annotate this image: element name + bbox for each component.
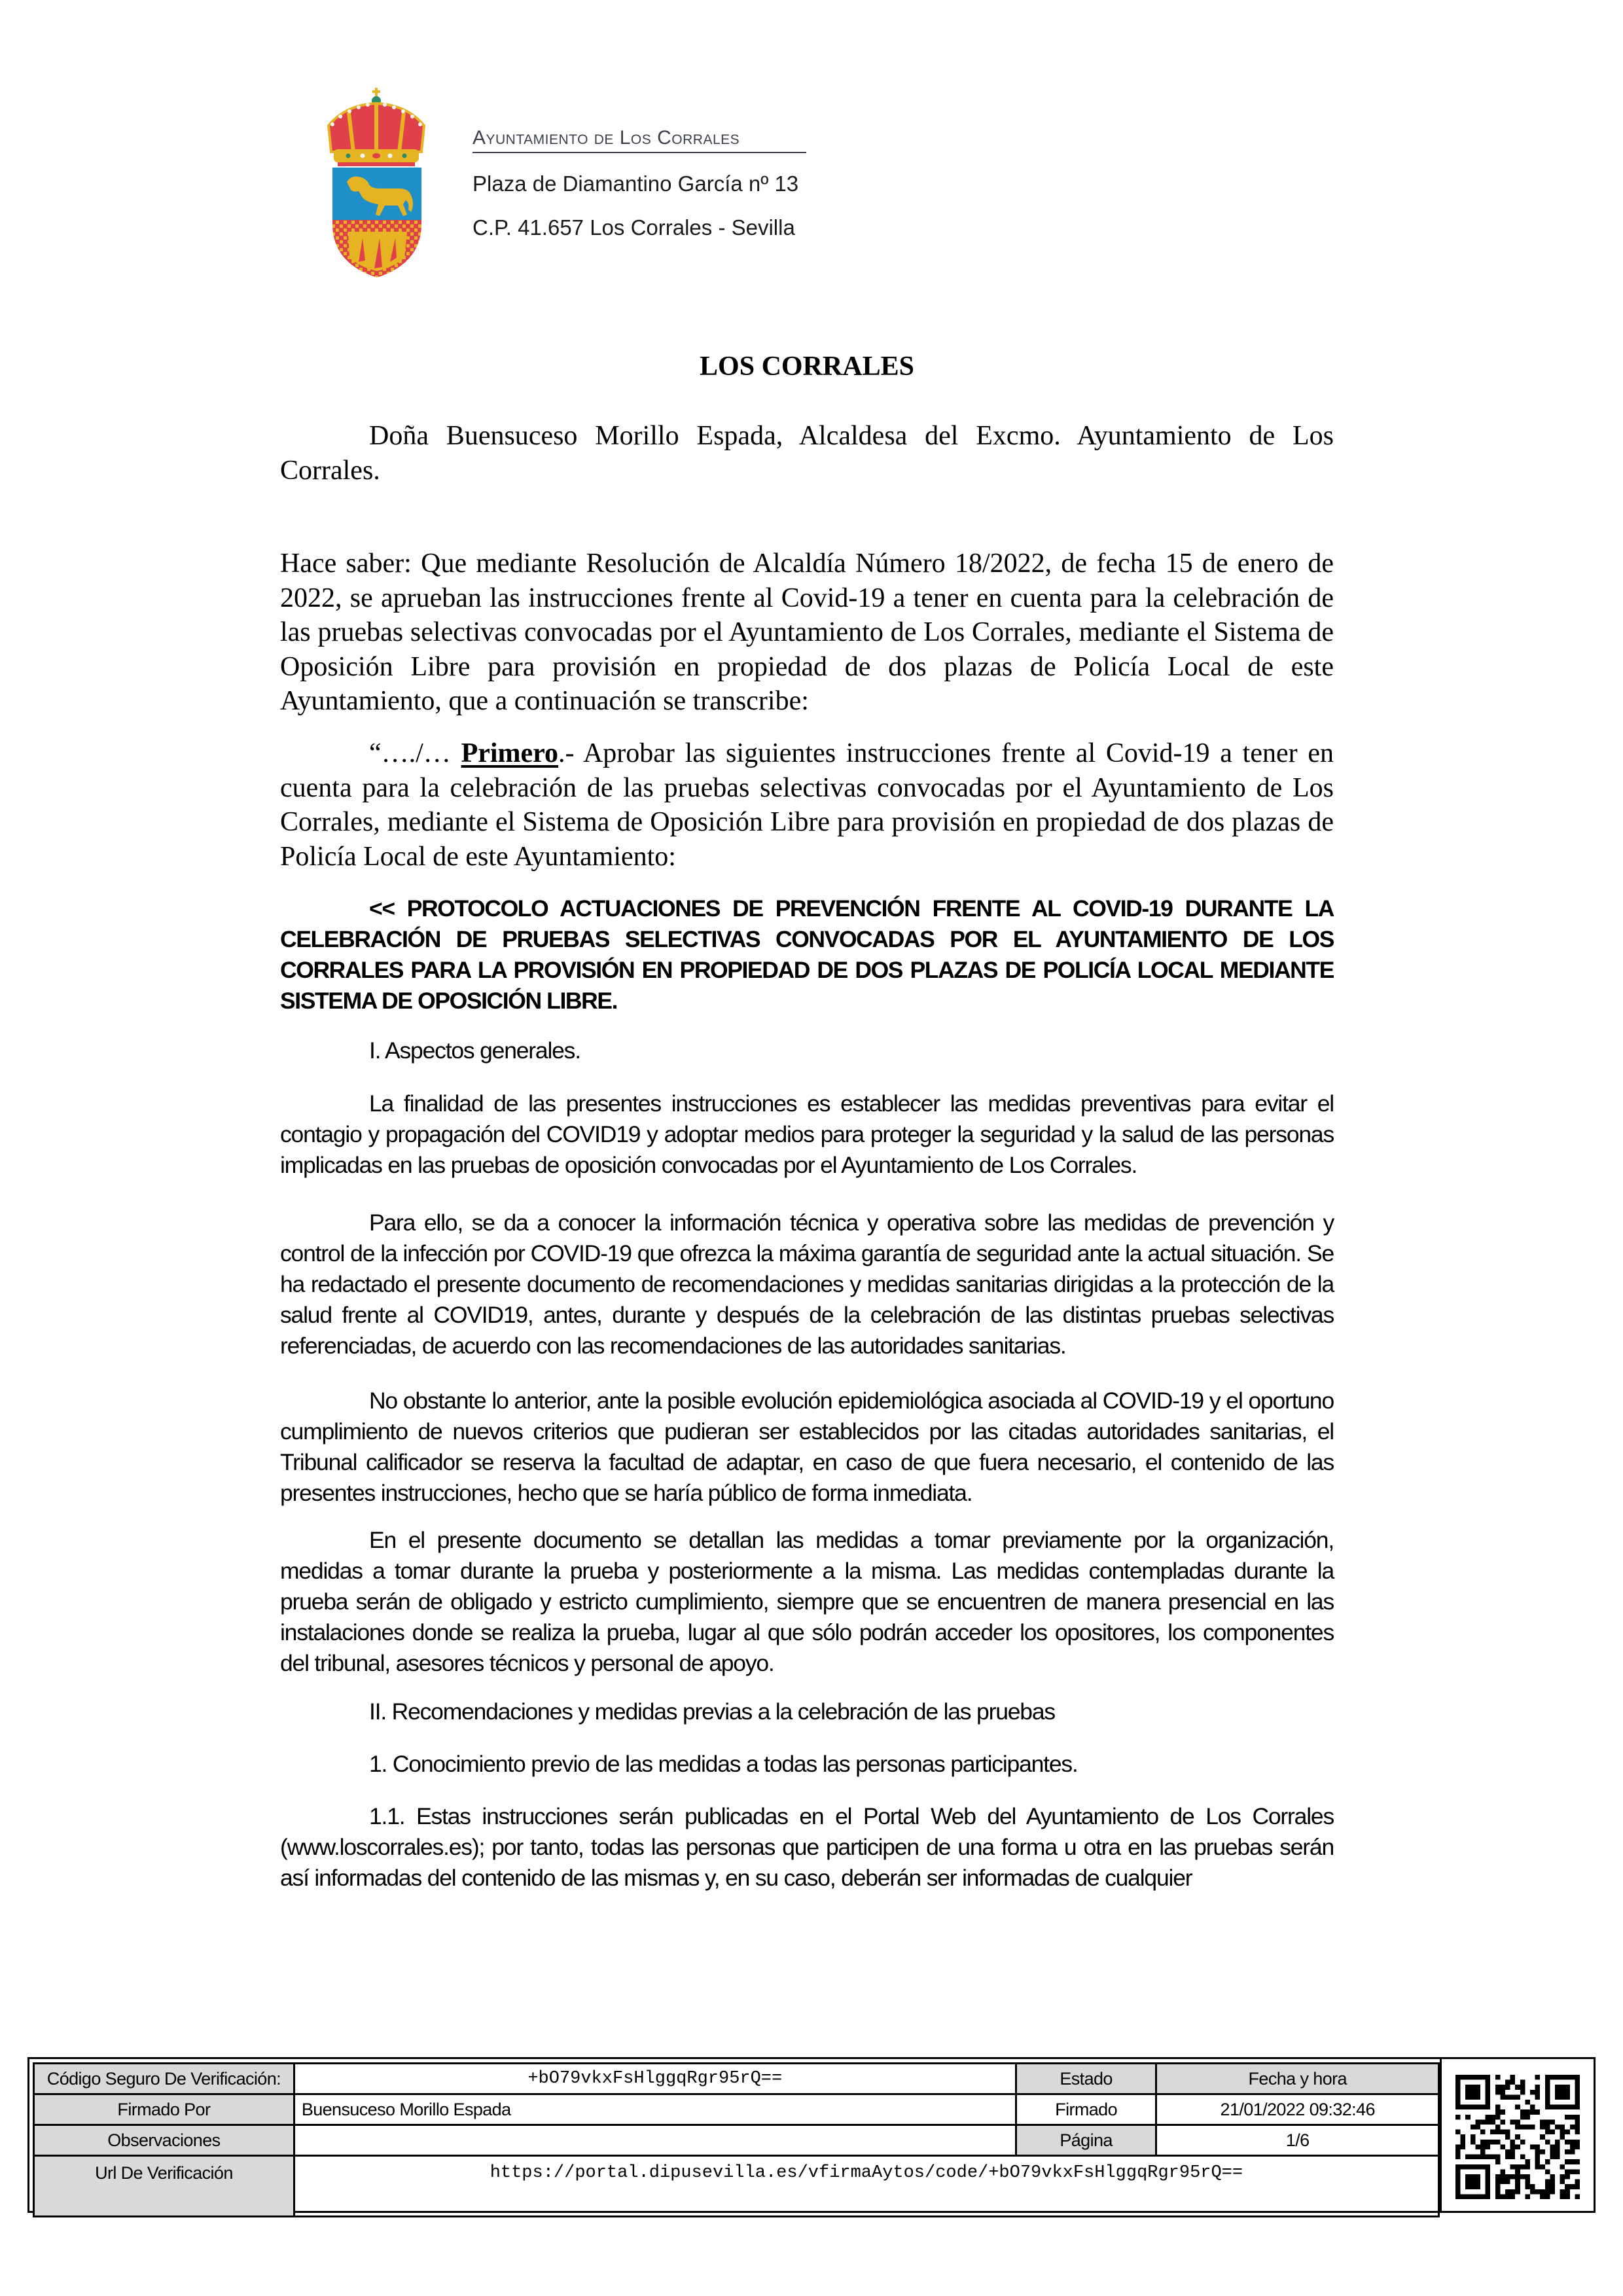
organization-name-text: Ayuntamiento de Los Corrales: [473, 127, 740, 149]
organization-postal-city: C.P. 41.657 Los Corrales - Sevilla: [473, 215, 795, 240]
organization-name: [473, 127, 740, 149]
body-paragraph: No obstante lo anterior, ante la posible evolución epidemiológica asociada al COVID-19 y el oportuno cumplimiento de nuevos criterios que pudieran ser establecidos por las citadas autoridades sanitarias, el Tribunal calificador se reserva la facultad de adaptar, en caso de que fuera necesario, el contenido de las presentes instrucciones, hecho que se haría público de forma inmediata.: [280, 1388, 1334, 1506]
observations-label: Observaciones: [34, 2125, 294, 2156]
document-title: LOS CORRALES: [700, 351, 914, 382]
section-heading-1: I. Aspectos generales.: [369, 1037, 580, 1064]
qr-code-icon[interactable]: [1455, 2075, 1580, 2199]
page-header: Página: [1016, 2125, 1156, 2156]
datetime-header: Fecha y hora: [1156, 2064, 1439, 2094]
resolution-first-paragraph: [280, 736, 1334, 874]
coat-of-arms-icon: [319, 86, 435, 280]
ellipsis-quote: “…./…: [369, 738, 461, 768]
table-row: [34, 2125, 1439, 2156]
csv-code-value: +bO79vkxFsHlggqRgr95rQ==: [294, 2064, 1016, 2094]
signer-value: Buensuceso Morillo Espada: [294, 2094, 1016, 2125]
table-row: [34, 2064, 1439, 2094]
observations-value: [294, 2125, 1016, 2156]
signature-table: [33, 2062, 1440, 2217]
status-header: Estado: [1016, 2064, 1156, 2094]
verification-url[interactable]: https://portal.dipusevilla.es/vfirmaAytos/code/+bO79vkxFsHlggqRgr95rQ==: [294, 2156, 1438, 2217]
organization-underline: [473, 152, 806, 153]
signed-by-label: Firmado Por: [34, 2094, 294, 2125]
csv-label: Código Seguro De Verificación:: [34, 2064, 294, 2094]
body-paragraph: En el presente documento se detallan las medidas a tomar previamente por la organización, medidas a tomar durante la prueba y posteriormente a la misma. Las medidas contempladas durante la prueba serán de obligado y estricto cumplimiento, siempre que se encuentren de manera presencial en las instalaciones donde se realiza la prueba, lugar al que sólo podrán acceder los opositores, los componentes del tribunal, asesores técnicos y personal de apoyo.: [280, 1527, 1334, 1676]
datetime-value: 21/01/2022 09:32:46: [1156, 2094, 1439, 2125]
organization-address: Plaza de Diamantino García nº 13: [473, 171, 799, 196]
body-paragraph: Para ello, se da a conocer la información técnica y operativa sobre las medidas de prevención y control de la infección por COVID-19 que ofrezca la máxima garantía de seguridad ante la actual situación. Se ha redactado el presente documento de recomendaciones y medidas sanitarias dirigidas a la protección de la salud frente al COVID19, antes, durante y después de la celebración de las distintas pruebas selectivas referenciadas, de acuerdo con las recomendaciones de las autoridades sanitarias.: [280, 1210, 1334, 1359]
primero-text: .- Aprobar las siguientes instrucciones frente al Covid-19 a tener en cuenta para la celebración de las pruebas selectivas convocadas por el Ayuntamiento de Los Corrales, mediante el Sistema de Oposición Libre para provisión en propiedad de dos plazas de Policía Local de este Ayuntamiento:: [280, 738, 1334, 872]
intro-paragraph: Doña Buensuceso Morillo Espada, Alcaldesa del Excmo. Ayuntamiento de Los Corrales.: [280, 421, 1334, 486]
status-value: Firmado: [1016, 2094, 1156, 2125]
table-row: [34, 2094, 1439, 2125]
qr-divider: [1440, 2057, 1442, 2213]
section-heading-2: II. Recomendaciones y medidas previas a la celebración de las pruebas: [369, 1698, 1055, 1725]
body-paragraph: La finalidad de las presentes instrucciones es establecer las medidas preventivas para evitar el contagio y propagación del COVID19 y adoptar medios para proteger la seguridad y la salud de las personas implicadas en las pruebas de oposición convocadas por el Ayuntamiento de Los Corrales.: [280, 1090, 1334, 1178]
subsection-1-1-paragraph: 1.1. Estas instrucciones serán publicadas en el Portal Web del Ayuntamiento de Los Corrales (www.loscorrales.es); por tanto, todas las personas que participen de una forma u otra en las pruebas serán así informadas del contenido de las mismas y, en su caso, deberán ser informadas de cualquier: [280, 1803, 1334, 1891]
announcement-paragraph: Hace saber: Que mediante Resolución de Alcaldía Número 18/2022, de fecha 15 de enero de 2022, se aprueban las instrucciones frente al Covid-19 a tener en cuenta para la celebración de las pruebas selectivas convocadas por el Ayuntamiento de Los Corrales, mediante el Sistema de Oposición Libre para provisión en propiedad de dos plazas de Policía Local de este Ayuntamiento, que a continuación se transcribe:: [280, 548, 1334, 716]
subsection-heading-1: 1. Conocimiento previo de las medidas a todas las personas participantes.: [369, 1751, 1078, 1777]
protocol-heading: << PROTOCOLO ACTUACIONES DE PREVENCIÓN FRENTE AL COVID-19 DURANTE LA CELEBRACIÓN DE PRUEBAS SELECTIVAS CONVOCADAS POR EL AYUNTAMIENTO DE LOS CORRALES PARA LA PROVISIÓN EN PROPIEDAD DE DOS PLAZAS DE POLICÍA LOCAL MEDIANTE SISTEMA DE OPOSICIÓN LIBRE.: [280, 895, 1334, 1014]
primero-label: Primero: [461, 738, 559, 768]
url-label: Url De Verificación: [34, 2156, 294, 2217]
table-row: [34, 2156, 1439, 2217]
page-value: 1/6: [1156, 2125, 1439, 2156]
